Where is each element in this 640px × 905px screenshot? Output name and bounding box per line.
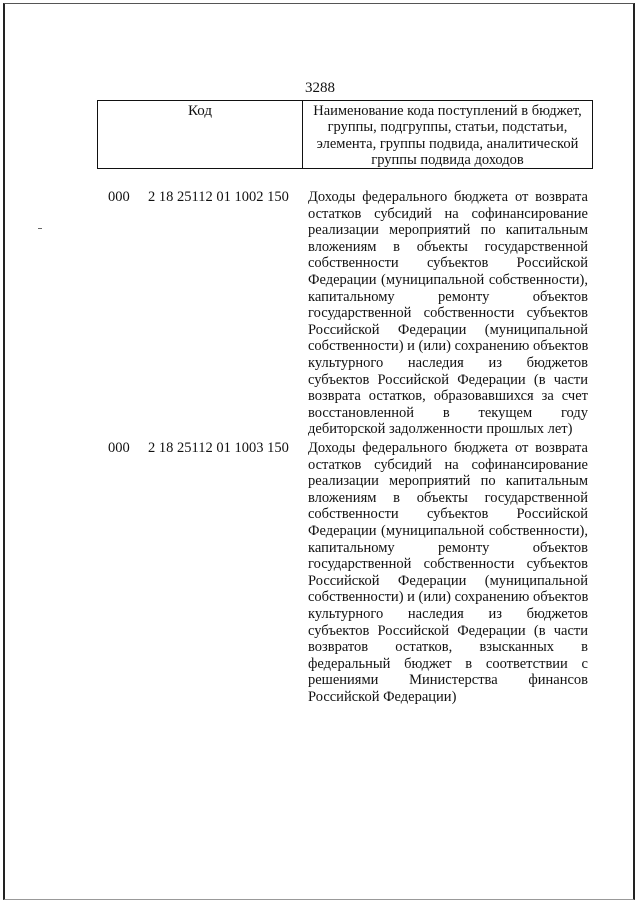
- header-code-cell: [98, 101, 303, 169]
- description-line: возвратов остатков, взысканных в: [308, 639, 588, 656]
- row-description: [308, 440, 588, 706]
- margin-mark: [38, 228, 42, 229]
- description-line: возврата остатков, образовавшихся за счет: [308, 388, 588, 405]
- table-header: [97, 100, 593, 169]
- description-line: собственности субъектов Российской: [308, 255, 588, 272]
- description-line: остатков субсидий на софинансирование: [308, 456, 588, 473]
- description-line: Доходы федерального бюджета от возврата: [308, 189, 588, 205]
- description-line: восстановленной в текущем году: [308, 404, 588, 421]
- description-line: Российской Федерации (муниципальной: [308, 321, 588, 338]
- description-line: Доходы федерального бюджета от возврата: [308, 440, 588, 456]
- budget-code: 2 18 25112 01 1002 150: [148, 189, 289, 205]
- admin-code: 000: [108, 189, 130, 205]
- description-line: капитальному ремонту объектов: [308, 288, 588, 305]
- description-line: субъектов Российской Федерации (в части: [308, 371, 588, 388]
- description-line: субъектов Российской Федерации (в части: [308, 622, 588, 639]
- row-description: [308, 189, 588, 438]
- description-line: собственности) и (или) сохранению объектов: [308, 589, 589, 606]
- description-line: остатков субсидий на софинансирование: [308, 205, 588, 222]
- description-line: Федерации (муниципальной собственности),: [308, 522, 588, 539]
- description-line: Российской Федерации): [308, 688, 457, 705]
- description-line: собственности) и (или) сохранению объектов: [308, 338, 589, 355]
- description-line: решениями Министерства финансов: [308, 672, 588, 689]
- description-line: собственности субъектов Российской: [308, 506, 588, 523]
- description-line: капитальному ремонту объектов: [308, 539, 588, 556]
- header-name-line: группы подвида доходов: [371, 151, 524, 168]
- description-line: федеральный бюджет в соответствии с: [308, 655, 588, 672]
- description-line: дебиторской задолженности прошлых лет): [308, 421, 573, 438]
- description-line: реализации мероприятий по капитальным: [308, 222, 588, 239]
- description-line: реализации мероприятий по капитальным: [308, 473, 588, 490]
- header-name-line: группы, подгруппы, статьи, подстатьи,: [327, 119, 568, 136]
- page-number: 3288: [305, 80, 335, 96]
- description-line: государственной собственности субъектов: [308, 305, 588, 322]
- header-name-line: Наименование кода поступлений в бюджет,: [313, 103, 582, 119]
- header-name-cell: [303, 101, 593, 169]
- description-line: Российской Федерации (муниципальной: [308, 572, 588, 589]
- admin-code: 000: [108, 440, 130, 456]
- header-code-label: Код: [188, 103, 212, 119]
- description-line: культурного наследия из бюджетов: [308, 605, 588, 622]
- description-line: культурного наследия из бюджетов: [308, 354, 588, 371]
- description-line: вложениям в объекты государственной: [308, 489, 588, 506]
- description-line: государственной собственности субъектов: [308, 556, 588, 573]
- description-line: вложениям в объекты государственной: [308, 238, 588, 255]
- description-line: Федерации (муниципальной собственности),: [308, 271, 588, 288]
- budget-code: 2 18 25112 01 1003 150: [148, 440, 289, 456]
- header-name-line: элемента, группы подвида, аналитической: [316, 135, 579, 152]
